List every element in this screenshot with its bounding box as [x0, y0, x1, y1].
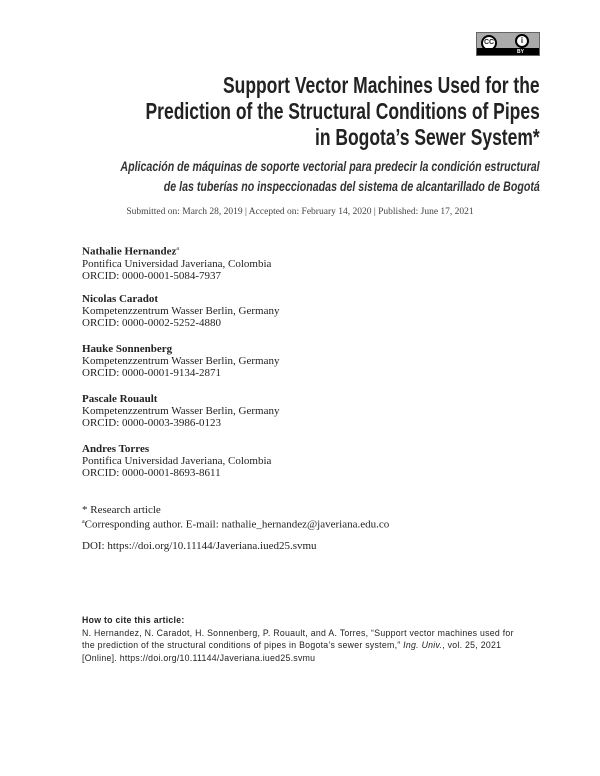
- subtitle-line-2: de las tuberías no inspeccionadas del sistema de alcantarillado de Bogotá: [163, 178, 540, 194]
- author-name: Hauke Sonnenberg: [82, 343, 173, 355]
- citation-heading: How to cite this article:: [82, 615, 185, 626]
- author-block: [82, 293, 279, 329]
- author-affiliation: Kompetenzzentrum Wasser Berlin, Germany: [82, 405, 280, 417]
- author-orcid: ORCID: 0000-0001-9134-2871: [82, 367, 222, 379]
- person-icon: i: [515, 34, 529, 48]
- author-name: Andres Torres: [82, 443, 150, 455]
- doi[interactable]: DOI: https://doi.org/10.11144/Javeriana.iued25.svmu: [82, 540, 317, 552]
- author-affiliation: Pontifica Universidad Javeriana, Colombia: [82, 257, 272, 270]
- publication-dates: Submitted on: March 28, 2019 | Accepted on: February 14, 2020 | Published: June 17, 2021: [126, 207, 474, 217]
- research-article-note: * Research article: [82, 504, 161, 516]
- title-line-2: Prediction of the Structural Conditions of Pipes: [145, 98, 540, 124]
- author-orcid: ORCID: 0000-0002-5252-4880: [82, 317, 222, 329]
- cc-by-license-badge[interactable]: [476, 32, 540, 56]
- author-mark: a: [176, 246, 180, 252]
- author-block: [82, 243, 271, 282]
- author-orcid: ORCID: 0000-0001-5084-7937: [82, 269, 222, 282]
- corresponding-author-note: [82, 516, 389, 531]
- citation-journal: Ing. Univ.: [403, 640, 443, 651]
- author-block: [82, 393, 279, 429]
- author-name: Pascale Rouault: [82, 393, 158, 405]
- title-line-1: Support Vector Machines Used for the: [223, 72, 540, 98]
- citation-block: [82, 615, 524, 665]
- cc-icon: CC: [481, 35, 497, 51]
- corresponding-mark: a: [82, 519, 85, 525]
- author-orcid: ORCID: 0000-0003-3986-0123: [82, 417, 222, 429]
- author-name: Nicolas Caradot: [82, 293, 159, 305]
- author-affiliation: Pontifica Universidad Javeriana, Colombia: [82, 455, 272, 467]
- author-orcid: ORCID: 0000-0001-8693-8611: [82, 467, 221, 479]
- author-affiliation: Kompetenzzentrum Wasser Berlin, Germany: [82, 305, 280, 317]
- citation-text-end: , vol. 25, 2021 [Online]. https://doi.org/10.11144/Javeriana.iued25.svmu: [82, 640, 502, 664]
- author-affiliation: Kompetenzzentrum Wasser Berlin, Germany: [82, 355, 280, 367]
- corresponding-text: Corresponding author. E-mail: nathalie_hernandez@javeriana.edu.co: [84, 518, 390, 531]
- by-label: BY: [517, 49, 524, 55]
- author-block: [82, 343, 279, 379]
- author-name: Nathalie Hernandez: [82, 245, 177, 258]
- title-line-3: in Bogota’s Sewer System*: [315, 124, 540, 150]
- subtitle-line-1: Aplicación de máquinas de soporte vectorial para predecir la condición estructural: [120, 158, 540, 174]
- citation-text: N. Hernandez, N. Caradot, H. Sonnenberg, P. Rouault, and A. Torres, “Support vector machines used for the prediction of the structural conditions of pipes in Bogota’s sewer system,”: [82, 627, 514, 651]
- author-block: [82, 443, 271, 479]
